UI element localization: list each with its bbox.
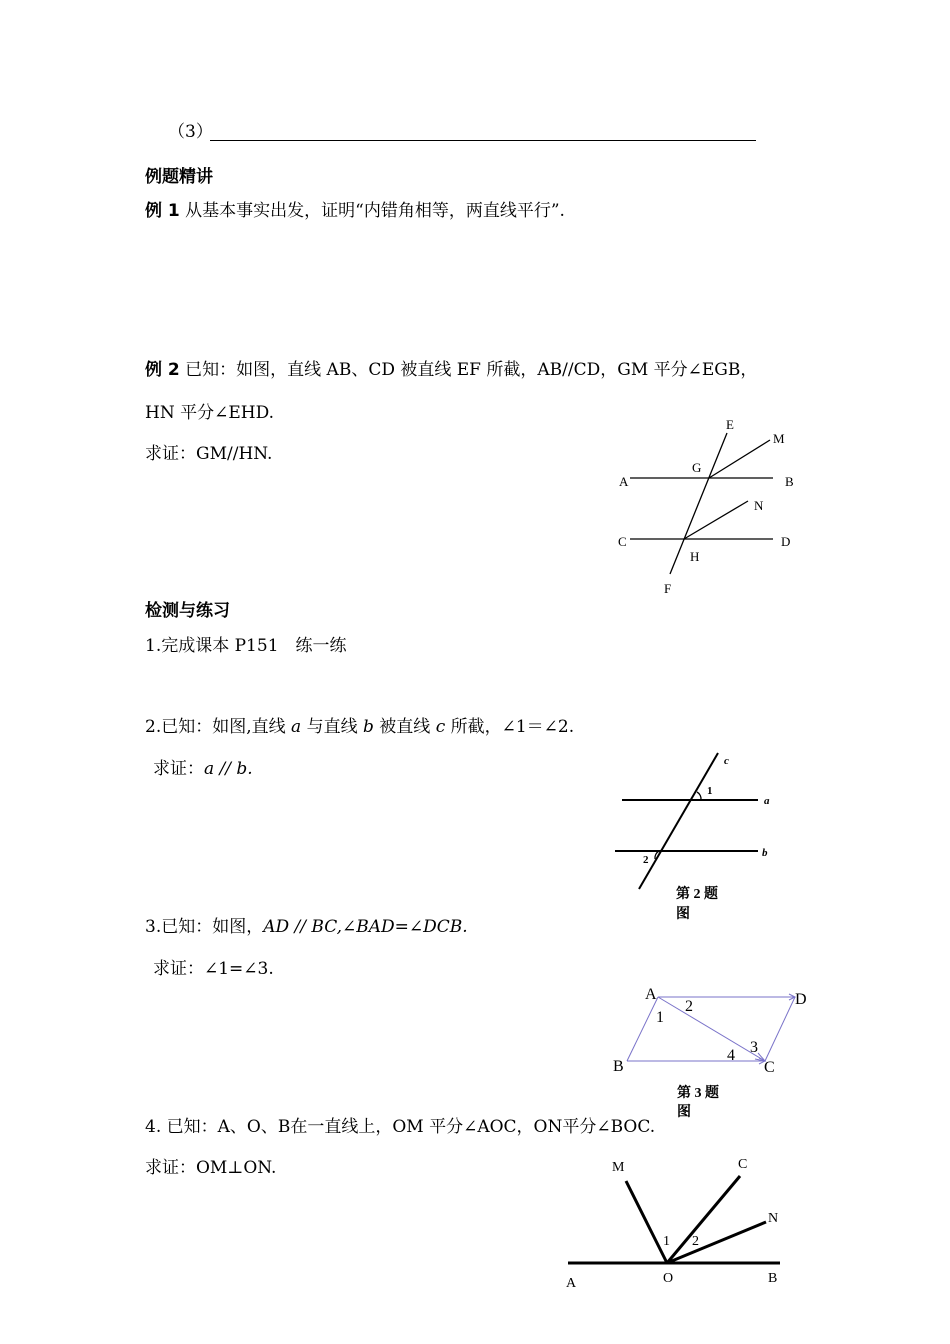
q2-text-post: 所截，∠1＝∠2. (445, 717, 575, 737)
example-2-given: 已知：如图，直线 AB、CD 被直线 EF 所截，AB//CD，GM 平分∠EGB， (185, 360, 758, 380)
q2-text-pre: 2.已知：如图,直线 (145, 717, 292, 737)
example-1-text: 从基本事实出发，证明“内错角相等，两直线平行”. (185, 201, 565, 221)
fig-q3-label-B: B (613, 1058, 624, 1075)
fig2-label-N: N (754, 498, 764, 513)
line-c (639, 753, 718, 889)
examples-heading: 例题精讲 (145, 167, 213, 187)
q2-var-b: b (362, 717, 374, 737)
q3-text-pre: 3.已知：如图， (145, 917, 264, 937)
fig-q3-caption-line1: 第 3 题 (677, 1086, 719, 1101)
fig2-label-E: E (726, 417, 734, 432)
fig-q4-label-2: 2 (692, 1234, 699, 1249)
diagonal-AC (658, 997, 765, 1061)
example-1-label: 例 1 (145, 201, 180, 221)
q2-prove-label: 求证： (153, 759, 204, 779)
figure-question-2 (615, 753, 758, 889)
q2-var-a: a (291, 717, 302, 737)
fig-q2-caption-line2: 图 (676, 907, 690, 922)
figure-question-4 (568, 1176, 780, 1263)
q2-text-mid2: 被直线 (373, 717, 436, 737)
fig-q3-label-A: A (645, 986, 657, 1003)
figure-example-2 (630, 433, 773, 574)
question-4: 4. 已知：A、O、B在一直线上，OM 平分∠AOC，ON平分∠BOC. (145, 1117, 656, 1137)
fig-q2-label-b: b (762, 847, 768, 859)
fig-q4-label-C: C (738, 1157, 748, 1172)
fig2-label-B: B (785, 474, 794, 489)
fig-q4-label-M: M (612, 1160, 625, 1175)
fig-q3-label-D: D (795, 991, 807, 1008)
question-4-prove: 求证：OM⊥ON. (145, 1158, 277, 1178)
item-3-label: （3） (168, 122, 213, 142)
fig-q4-label-B: B (768, 1271, 778, 1286)
fig-q2-label-c: c (724, 755, 729, 767)
example-2-line2: HN 平分∠EHD. (145, 403, 275, 423)
fig2-label-A: A (619, 474, 629, 489)
segment-AB (627, 997, 658, 1061)
fig-q3-label-1: 1 (656, 1009, 664, 1026)
fig2-label-H: H (690, 549, 700, 564)
ray-OC (667, 1176, 740, 1263)
ray-HN (684, 501, 748, 539)
fig2-label-M: M (773, 431, 785, 446)
q2-var-c: c (435, 717, 446, 737)
example-2-prove: 求证：GM//HN. (145, 444, 273, 464)
practice-heading: 检测与练习 (145, 601, 230, 621)
fig2-label-G: G (692, 460, 702, 475)
segment-DC (765, 997, 795, 1061)
question-3-prove: 求证：∠1=∠3. (153, 959, 274, 979)
q3-expr: AD // BC,∠BAD=∠DCB. (263, 917, 468, 937)
figure-question-3 (627, 994, 795, 1064)
fig-q4-label-O: O (663, 1271, 674, 1286)
angle-1-arc (697, 792, 701, 800)
q2-text-mid1: 与直线 (301, 717, 363, 737)
fig-q3-label-2: 2 (685, 998, 693, 1015)
fig2-label-F: F (664, 581, 672, 596)
fig2-label-D: D (781, 534, 791, 549)
fig-q2-caption-line1: 第 2 题 (676, 887, 718, 902)
fig-q3-caption-line2: 图 (677, 1105, 691, 1120)
fig-q2-label-2: 2 (643, 854, 649, 866)
ray-ON (667, 1222, 766, 1263)
fig-q3-label-4: 4 (727, 1047, 735, 1064)
fig-q2-label-1: 1 (707, 785, 713, 797)
question-1: 1.完成课本 P151 练一练 (145, 636, 347, 656)
fig-q2-label-a: a (764, 795, 770, 807)
fig-q4-label-N: N (768, 1211, 779, 1226)
fig2-label-C: C (618, 534, 627, 549)
ray-GM (709, 440, 770, 478)
example-2-label: 例 2 (145, 360, 180, 380)
fig-q3-label-C: C (764, 1059, 775, 1076)
fig-q4-label-A: A (566, 1276, 577, 1291)
fig-q3-label-3: 3 (750, 1039, 758, 1056)
fig-q4-label-1: 1 (663, 1234, 670, 1249)
ray-OM (626, 1181, 667, 1263)
q2-prove-expr: a // b. (204, 759, 253, 779)
